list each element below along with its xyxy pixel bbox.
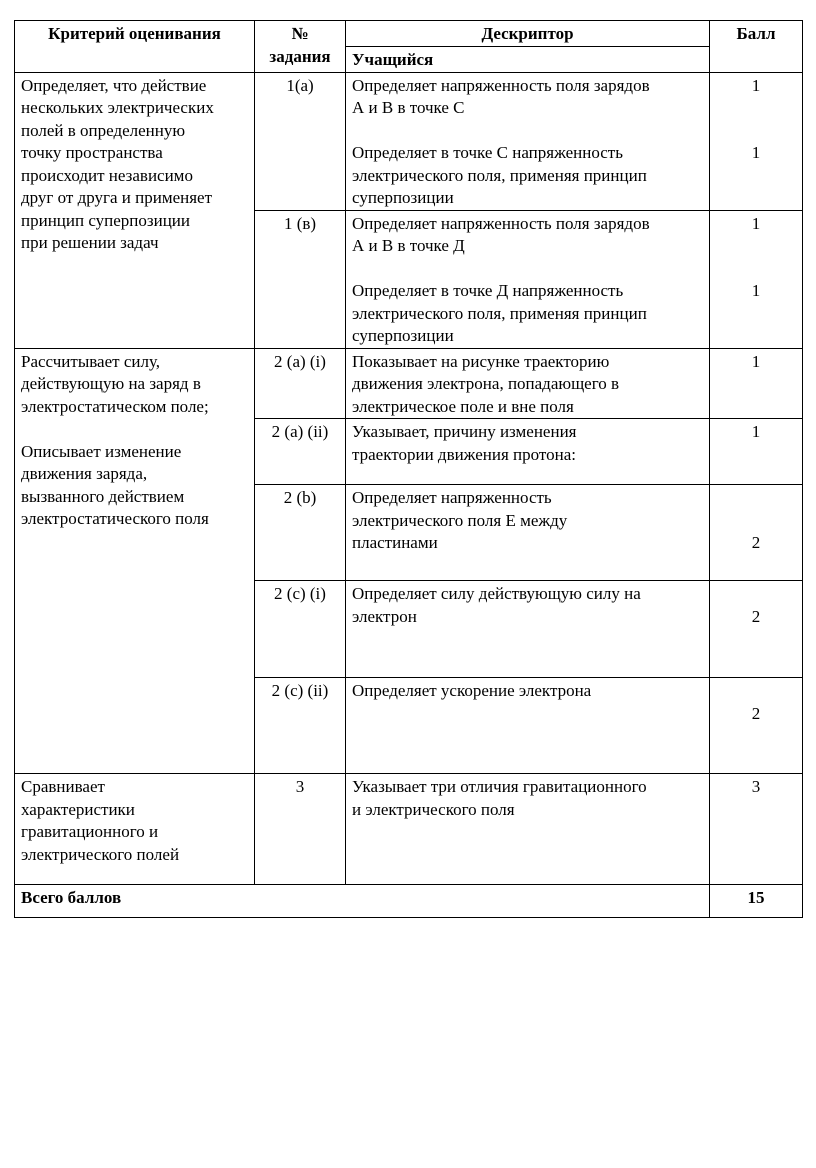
descriptor-cell: Определяет напряженность поля зарядов А и В в точке С Определяет в точке С напряженность электрического поля, применяя принцип суперпозиции: [346, 72, 710, 210]
score-cell: 1 1: [710, 210, 803, 348]
score-cell: 2: [710, 581, 803, 678]
task-number-cell: 1(а): [255, 72, 346, 210]
descriptor-cell: Определяет ускорение электрона: [346, 678, 710, 774]
header-student: Учащийся: [346, 47, 710, 73]
descriptor-cell: Определяет напряженность поля зарядов А и В в точке Д Определяет в точке Д напряженность электрического поля, применяя принцип суперпозиции: [346, 210, 710, 348]
task-number-cell: 2 (c) (ii): [255, 678, 346, 774]
descriptor-cell: Показывает на рисунке траекторию движения электрона, попадающего в электрическое поле и вне поля: [346, 348, 710, 419]
table-row: [15, 72, 803, 210]
header-score: Балл: [710, 21, 803, 73]
header-criterion: Критерий оценивания: [15, 21, 255, 73]
score-cell: 2: [710, 678, 803, 774]
task-number-cell: 2 (a) (ii): [255, 419, 346, 485]
task-number-cell: 2 (c) (i): [255, 581, 346, 678]
descriptor-cell: Указывает, причину изменения траектории движения протона:: [346, 419, 710, 485]
descriptor-cell: Указывает три отличия гравитационного и электрического поля: [346, 774, 710, 885]
task-number-cell: 3: [255, 774, 346, 885]
score-cell: 1: [710, 419, 803, 485]
total-score: 15: [710, 885, 803, 918]
header-task-number: № задания: [255, 21, 346, 73]
criterion-cell: Сравнивает характеристики гравитационного и электрического полей: [15, 774, 255, 885]
assessment-rubric-table: [14, 20, 803, 918]
task-number-cell: 2 (a) (i): [255, 348, 346, 419]
header-descriptor: Дескриптор: [346, 21, 710, 47]
descriptor-cell: Определяет напряженность электрического поля Е между пластинами: [346, 485, 710, 581]
task-number-cell: 1 (в): [255, 210, 346, 348]
criterion-cell: Рассчитывает силу, действующую на заряд в электростатическом поле; Описывает изменение движения заряда, вызванного действием электростатического поля: [15, 348, 255, 774]
descriptor-cell: Определяет силу действующую силу на электрон: [346, 581, 710, 678]
table-row: [15, 774, 803, 885]
total-label: Всего баллов: [15, 885, 710, 918]
criterion-cell: Определяет, что действие нескольких электрических полей в определенную точку пространства происходит независимо друг от друга и применяет принцип суперпозиции при решении задач: [15, 72, 255, 348]
score-cell: 1: [710, 348, 803, 419]
total-row: [15, 885, 803, 918]
task-number-cell: 2 (b): [255, 485, 346, 581]
score-cell: 2: [710, 485, 803, 581]
table-row: [15, 348, 803, 419]
score-cell: 3: [710, 774, 803, 885]
score-cell: 1 1: [710, 72, 803, 210]
